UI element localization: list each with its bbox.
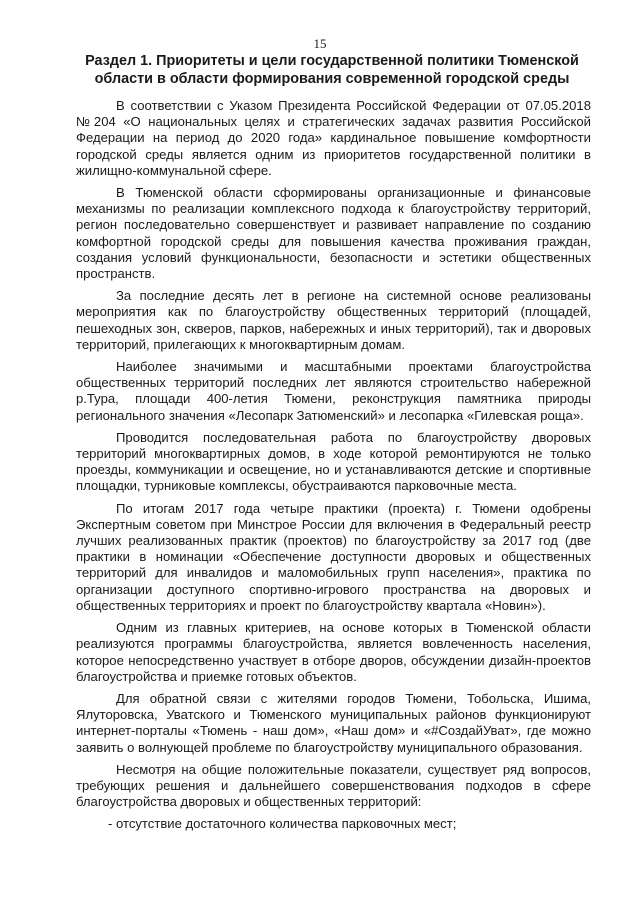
paragraph: Для обратной связи с жителями городов Тюмени, Тобольска, Ишима, Ялуторовска, Уватского и Тюменского муниципальных районов функционируют интернет-порталы «Тюмень - наш дом», «Наш дом» и «#СоздайУват», где можно заявить о волнующей проблеме по благоустройству муниципального образования. <box>76 690 591 755</box>
paragraph: Наиболее значимыми и масштабными проектами благоустройства общественных территорий последних лет являются строительство набережной р.Тура, площади 400-летия Тюмени, реконструкция памятника природы регионального значения «Лесопарк Затюменский» и лесопарка «Гилевская роща». <box>76 359 591 423</box>
section-heading-line-1: Раздел 1. Приоритеты и цели государственной политики Тюменской <box>85 53 579 69</box>
paragraph: Несмотря на общие положительные показатели, существует ряд вопросов, требующих решения и дальнейшего совершенствования подходов в сфере благоустройства дворовых и общественных территорий: <box>76 761 591 810</box>
paragraph: В соответствии с Указом Президента Российской Федерации от 07.05.2018 №204 «О национальных целях и стратегических задачах развития Российской Федерации на период до 2020 года» кардинальное повышение комфортности городской среды является одним из приоритетов государственной политики в жилищно-коммунальной сфере. <box>76 98 591 178</box>
page-number: 15 <box>313 36 327 51</box>
paragraph: За последние десять лет в регионе на системной основе реализованы мероприятия как по благоустройству общественных территорий (площадей, пешеходных зон, скверов, парков, набережных и иных территорий), так и дворовых территорий, прилегающих к многоквартирным домам. <box>76 288 591 352</box>
document-body <box>76 98 591 833</box>
paragraph: В Тюменской области сформированы организационные и финансовые механизмы по реализации комплексного подхода к благоустройству территорий, регион последовательно совершенствует и развивает направление по созданию комфортной городской среды для повышения качества проживания граждан, создания условий функциональности, безопасности и эстетики общественных пространств. <box>76 185 591 282</box>
section-heading <box>72 52 592 88</box>
paragraph: Проводится последовательная работа по благоустройству дворовых территорий многоквартирных домов, в ходе которой ремонтируются не только проезды, коммуникации и освещение, но и устанавливаются детские и спортивные площадки, турниковые комплексы, обустраиваются парковочные места. <box>76 429 591 494</box>
section-heading-line-2: области в области формирования современной городской среды <box>94 71 570 87</box>
paragraph: Одним из главных критериев, на основе которых в Тюменской области реализуются программы благоустройства, является вовлеченность населения, которое непосредственно участвует в отборе дворов, обсуждении дизайн-проектов благоустройства и приемке готовых объектов. <box>76 620 591 684</box>
list-item: - отсутствие достаточного количества парковочных мест; <box>108 816 457 832</box>
paragraph: По итогам 2017 года четыре практики (проекта) г. Тюмени одобрены Экспертным советом при Минстрое России для включения в Федеральный реестр лучших реализованных практик (проектов) по благоустройству за 2017 год (две практики в номинации «Обеспечение доступности дворовых и общественных территорий для инвалидов и маломобильных групп населения», практика по организации доступного спортивно-игрового пространства на дворовых и общественных территориях и проект по благоустройству квартала «Новин»). <box>76 500 591 613</box>
